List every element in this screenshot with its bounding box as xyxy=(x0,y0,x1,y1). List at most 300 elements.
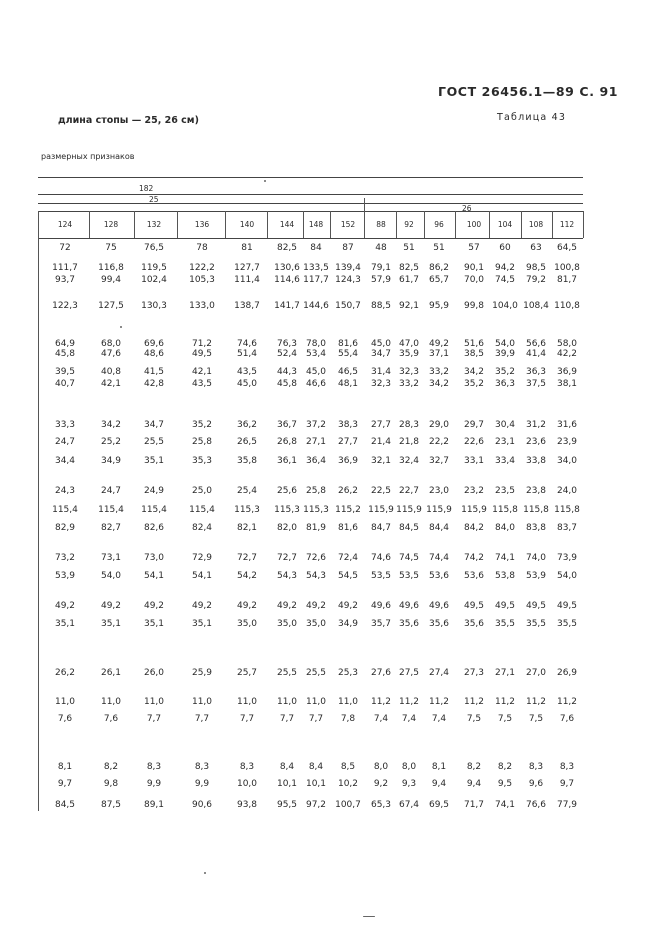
table-cell: 82,5 xyxy=(398,263,420,273)
table-cell: 8,2 xyxy=(497,762,513,772)
table-cell: 25,8 xyxy=(305,486,327,496)
table-cell: 25,8 xyxy=(191,437,213,447)
table-cell: 54,3 xyxy=(305,571,327,581)
table-cell: 54,1 xyxy=(191,571,213,581)
table-cell: 33,1 xyxy=(463,456,485,466)
table-cell: 53,4 xyxy=(305,349,327,359)
table-cell: 8,2 xyxy=(103,762,119,772)
table-cell: 25,9 xyxy=(191,668,213,678)
table-cell: 40,7 xyxy=(54,379,76,389)
table-cell: 32,7 xyxy=(428,456,450,466)
table-cell: 31,2 xyxy=(525,420,547,430)
table-cell: 58,0 xyxy=(556,339,578,349)
table-cell: 11,2 xyxy=(463,697,485,707)
table-cell: 81,9 xyxy=(305,523,327,533)
table-cell: 49,2 xyxy=(276,601,298,611)
table-cell: 54,1 xyxy=(143,571,165,581)
table-cell: 11,0 xyxy=(54,697,76,707)
table-cell: 23,9 xyxy=(556,437,578,447)
table-cell: 51 xyxy=(433,243,445,253)
table-cell: 28,3 xyxy=(398,420,420,430)
table-cell: 44,3 xyxy=(276,367,298,377)
table-subtitle: длина стопы — 25, 26 см) xyxy=(58,115,199,126)
table-cell: 84,2 xyxy=(463,523,485,533)
table-cell: 22,5 xyxy=(370,486,392,496)
table-left-edge xyxy=(38,211,39,811)
table-cell: 52,4 xyxy=(276,349,298,359)
table-cell: 11,2 xyxy=(370,697,392,707)
column-header: 100 xyxy=(466,220,482,229)
table-cell: 23,5 xyxy=(494,486,516,496)
table-cell: 41,5 xyxy=(143,367,165,377)
table-cell: 34,2 xyxy=(463,367,485,377)
table-cell: 42,2 xyxy=(556,349,578,359)
table-cell: 49,5 xyxy=(191,349,213,359)
table-cell: 47,6 xyxy=(100,349,122,359)
rule-columns xyxy=(38,211,583,212)
table-cell: 40,8 xyxy=(100,367,122,377)
table-cell: 53,9 xyxy=(54,571,76,581)
table-cell: 54,0 xyxy=(100,571,122,581)
table-cell: 74,5 xyxy=(494,275,516,285)
table-cell: 74,5 xyxy=(398,553,420,563)
table-cell: 35,8 xyxy=(236,456,258,466)
table-cell: 7,7 xyxy=(146,714,162,724)
table-cell: 33,4 xyxy=(494,456,516,466)
table-cell: 119,5 xyxy=(141,263,167,273)
table-cell: 57,9 xyxy=(370,275,392,285)
table-cell: 8,4 xyxy=(279,762,295,772)
table-cell: 77,9 xyxy=(556,800,578,810)
table-cell: 57 xyxy=(468,243,480,253)
table-cell: 7,4 xyxy=(401,714,417,724)
table-cell: 7,4 xyxy=(373,714,389,724)
table-cell: 53,5 xyxy=(398,571,420,581)
table-cell: 33,3 xyxy=(54,420,76,430)
table-cell: 73,1 xyxy=(100,553,122,563)
table-cell: 72,4 xyxy=(337,553,359,563)
table-cell: 11,0 xyxy=(143,697,165,707)
table-cell: 27,7 xyxy=(370,420,392,430)
table-cell: 76,6 xyxy=(525,800,547,810)
column-header: 96 xyxy=(434,220,444,229)
table-cell: 7,5 xyxy=(528,714,544,724)
table-cell: 87,5 xyxy=(100,800,122,810)
speck xyxy=(264,180,266,182)
table-cell: 27,5 xyxy=(398,668,420,678)
table-cell: 61,7 xyxy=(398,275,420,285)
table-cell: 36,1 xyxy=(276,456,298,466)
column-header: 140 xyxy=(239,220,255,229)
table-cell: 49,6 xyxy=(370,601,392,611)
table-cell: 73,2 xyxy=(54,553,76,563)
table-cell: 42,1 xyxy=(191,367,213,377)
table-cell: 82,9 xyxy=(54,523,76,533)
table-cell: 54,0 xyxy=(556,571,578,581)
table-cell: 49,2 xyxy=(305,601,327,611)
table-cell: 116,8 xyxy=(98,263,124,273)
table-cell: 110,8 xyxy=(554,301,580,311)
table-cell: 133,5 xyxy=(303,263,329,273)
subgroup-label-25: 25 xyxy=(149,195,159,204)
table-cell: 82,1 xyxy=(236,523,258,533)
table-cell: 95,9 xyxy=(428,301,450,311)
table-cell: 115,9 xyxy=(396,505,422,515)
table-cell: 41,4 xyxy=(525,349,547,359)
table-cell: 70,0 xyxy=(463,275,485,285)
table-cell: 82,4 xyxy=(191,523,213,533)
table-cell: 34,4 xyxy=(54,456,76,466)
table-cell: 34,0 xyxy=(556,456,578,466)
table-cell: 25,6 xyxy=(276,486,298,496)
table-cell: 102,4 xyxy=(141,275,167,285)
table-cell: 11,0 xyxy=(100,697,122,707)
header-column-divider xyxy=(364,198,365,238)
table-cell: 130,6 xyxy=(274,263,300,273)
table-cell: 27,1 xyxy=(494,668,516,678)
table-cell: 8,0 xyxy=(373,762,389,772)
table-cell: 49,6 xyxy=(428,601,450,611)
table-cell: 35,6 xyxy=(398,619,420,629)
table-cell: 82,0 xyxy=(276,523,298,533)
table-cell: 94,2 xyxy=(494,263,516,273)
table-cell: 69,5 xyxy=(428,800,450,810)
table-cell: 122,3 xyxy=(52,301,78,311)
table-cell: 93,7 xyxy=(54,275,76,285)
table-cell: 34,2 xyxy=(100,420,122,430)
table-cell: 42,1 xyxy=(100,379,122,389)
table-cell: 63 xyxy=(530,243,542,253)
table-cell: 32,3 xyxy=(398,367,420,377)
table-cell: 7,7 xyxy=(279,714,295,724)
table-cell: 26,8 xyxy=(276,437,298,447)
table-cell: 35,2 xyxy=(191,420,213,430)
table-cell: 141,7 xyxy=(274,301,300,311)
table-cell: 93,8 xyxy=(236,800,258,810)
table-cell: 38,5 xyxy=(463,349,485,359)
subgroup-label-26: 26 xyxy=(462,204,472,213)
table-cell: 76,3 xyxy=(276,339,298,349)
table-cell: 74,1 xyxy=(494,553,516,563)
rule-subgroup xyxy=(38,203,583,204)
table-cell: 115,3 xyxy=(234,505,260,515)
table-cell: 74,1 xyxy=(494,800,516,810)
table-cell: 30,4 xyxy=(494,420,516,430)
table-cell: 35,5 xyxy=(525,619,547,629)
table-cell: 36,7 xyxy=(276,420,298,430)
table-cell: 49,5 xyxy=(525,601,547,611)
table-cell: 11,2 xyxy=(494,697,516,707)
table-cell: 81,7 xyxy=(556,275,578,285)
table-cell: 64,5 xyxy=(556,243,578,253)
table-cell: 9,4 xyxy=(431,779,447,789)
table-cell: 26,2 xyxy=(337,486,359,496)
table-cell: 33,2 xyxy=(398,379,420,389)
table-cell: 79,1 xyxy=(370,263,392,273)
table-cell: 45,0 xyxy=(305,367,327,377)
table-cell: 32,4 xyxy=(398,456,420,466)
table-cell: 84,0 xyxy=(494,523,516,533)
table-cell: 7,6 xyxy=(559,714,575,724)
table-cell: 11,0 xyxy=(337,697,359,707)
table-cell: 36,9 xyxy=(556,367,578,377)
table-cell: 115,9 xyxy=(461,505,487,515)
table-cell: 71,2 xyxy=(191,339,213,349)
table-cell: 23,2 xyxy=(463,486,485,496)
table-cell: 49,2 xyxy=(337,601,359,611)
table-cell: 25,4 xyxy=(236,486,258,496)
table-cell: 48,6 xyxy=(143,349,165,359)
table-cell: 35,3 xyxy=(191,456,213,466)
table-cell: 74,4 xyxy=(428,553,450,563)
table-cell: 37,5 xyxy=(525,379,547,389)
table-cell: 8,0 xyxy=(401,762,417,772)
table-cell: 24,3 xyxy=(54,486,76,496)
table-cell: 36,4 xyxy=(305,456,327,466)
table-cell: 7,8 xyxy=(340,714,356,724)
table-cell: 54,3 xyxy=(276,571,298,581)
table-cell: 81,6 xyxy=(337,523,359,533)
table-cell: 99,4 xyxy=(100,275,122,285)
table-cell: 73,9 xyxy=(556,553,578,563)
table-cell: 104,0 xyxy=(492,301,518,311)
table-cell: 127,7 xyxy=(234,263,260,273)
table-cell: 72 xyxy=(59,243,71,253)
table-cell: 48 xyxy=(375,243,387,253)
table-cell: 10,1 xyxy=(305,779,327,789)
table-cell: 23,0 xyxy=(428,486,450,496)
speck xyxy=(120,326,122,328)
table-cell: 115,2 xyxy=(335,505,361,515)
table-cell: 55,4 xyxy=(337,349,359,359)
table-cell: 127,5 xyxy=(98,301,124,311)
table-cell: 9,6 xyxy=(528,779,544,789)
speck xyxy=(363,916,375,917)
table-cell: 100,7 xyxy=(335,800,361,810)
table-cell: 108,4 xyxy=(523,301,549,311)
header-column-divider xyxy=(177,211,178,238)
table-cell: 22,6 xyxy=(463,437,485,447)
table-cell: 53,5 xyxy=(370,571,392,581)
table-cell: 51,6 xyxy=(463,339,485,349)
table-cell: 9,9 xyxy=(194,779,210,789)
table-cell: 84,7 xyxy=(370,523,392,533)
table-cell: 10,1 xyxy=(276,779,298,789)
table-cell: 73,0 xyxy=(143,553,165,563)
table-cell: 79,2 xyxy=(525,275,547,285)
table-cell: 24,7 xyxy=(54,437,76,447)
table-cell: 42,8 xyxy=(143,379,165,389)
table-cell: 49,5 xyxy=(556,601,578,611)
table-cell: 49,5 xyxy=(463,601,485,611)
table-cell: 29,7 xyxy=(463,420,485,430)
table-cell: 150,7 xyxy=(335,301,361,311)
table-cell: 115,9 xyxy=(368,505,394,515)
table-cell: 11,0 xyxy=(191,697,213,707)
table-cell: 32,3 xyxy=(370,379,392,389)
table-cell: 105,3 xyxy=(189,275,215,285)
table-cell: 9,7 xyxy=(57,779,73,789)
table-cell: 9,3 xyxy=(401,779,417,789)
table-cell: 45,8 xyxy=(54,349,76,359)
table-cell: 117,7 xyxy=(303,275,329,285)
table-cell: 31,6 xyxy=(556,420,578,430)
table-cell: 9,5 xyxy=(497,779,513,789)
table-cell: 115,9 xyxy=(426,505,452,515)
table-cell: 115,8 xyxy=(492,505,518,515)
table-cell: 67,4 xyxy=(398,800,420,810)
table-cell: 65,3 xyxy=(370,800,392,810)
table-cell: 7,7 xyxy=(239,714,255,724)
table-cell: 53,8 xyxy=(494,571,516,581)
table-cell: 35,6 xyxy=(428,619,450,629)
table-cell: 8,2 xyxy=(466,762,482,772)
table-cell: 69,6 xyxy=(143,339,165,349)
table-cell: 35,1 xyxy=(54,619,76,629)
table-cell: 26,0 xyxy=(143,668,165,678)
table-cell: 86,2 xyxy=(428,263,450,273)
table-cell: 9,8 xyxy=(103,779,119,789)
table-cell: 25,3 xyxy=(337,668,359,678)
table-cell: 7,6 xyxy=(103,714,119,724)
column-header: 124 xyxy=(57,220,73,229)
table-cell: 23,6 xyxy=(525,437,547,447)
table-cell: 74,6 xyxy=(370,553,392,563)
table-cell: 22,2 xyxy=(428,437,450,447)
table-cell: 56,6 xyxy=(525,339,547,349)
table-cell: 33,2 xyxy=(428,367,450,377)
table-cell: 115,4 xyxy=(52,505,78,515)
table-cell: 74,2 xyxy=(463,553,485,563)
table-cell: 32,1 xyxy=(370,456,392,466)
table-cell: 82,7 xyxy=(100,523,122,533)
table-cell: 27,6 xyxy=(370,668,392,678)
table-cell: 37,2 xyxy=(305,420,327,430)
table-cell: 51 xyxy=(403,243,415,253)
table-cell: 49,6 xyxy=(398,601,420,611)
table-cell: 53,9 xyxy=(525,571,547,581)
table-cell: 115,8 xyxy=(554,505,580,515)
table-cell: 45,8 xyxy=(276,379,298,389)
table-cell: 35,1 xyxy=(100,619,122,629)
table-cell: 27,1 xyxy=(305,437,327,447)
table-cell: 115,4 xyxy=(189,505,215,515)
table-cell: 98,5 xyxy=(525,263,547,273)
table-cell: 7,5 xyxy=(466,714,482,724)
column-header: 148 xyxy=(308,220,324,229)
speck xyxy=(204,872,206,874)
table-cell: 115,4 xyxy=(141,505,167,515)
table-cell: 60 xyxy=(499,243,511,253)
table-cell: 24,0 xyxy=(556,486,578,496)
table-cell: 84,5 xyxy=(398,523,420,533)
table-cell: 84,4 xyxy=(428,523,450,533)
table-cell: 26,1 xyxy=(100,668,122,678)
table-cell: 53,6 xyxy=(463,571,485,581)
table-cell: 76,5 xyxy=(143,243,165,253)
table-cell: 10,2 xyxy=(337,779,359,789)
table-cell: 24,9 xyxy=(143,486,165,496)
table-cell: 11,2 xyxy=(556,697,578,707)
table-cell: 27,0 xyxy=(525,668,547,678)
table-cell: 11,0 xyxy=(236,697,258,707)
table-cell: 35,2 xyxy=(494,367,516,377)
table-cell: 82,6 xyxy=(143,523,165,533)
table-cell: 9,7 xyxy=(559,779,575,789)
table-cell: 81,6 xyxy=(337,339,359,349)
table-cell: 97,2 xyxy=(305,800,327,810)
table-cell: 87 xyxy=(342,243,354,253)
table-cell: 11,2 xyxy=(525,697,547,707)
table-cell: 8,5 xyxy=(340,762,356,772)
table-cell: 11,2 xyxy=(428,697,450,707)
table-cell: 48,1 xyxy=(337,379,359,389)
table-cell: 124,3 xyxy=(335,275,361,285)
table-cell: 78,0 xyxy=(305,339,327,349)
table-cell: 49,2 xyxy=(100,601,122,611)
table-cell: 115,4 xyxy=(98,505,124,515)
table-cell: 35,0 xyxy=(305,619,327,629)
table-cell: 115,3 xyxy=(274,505,300,515)
table-cell: 115,3 xyxy=(303,505,329,515)
table-cell: 31,4 xyxy=(370,367,392,377)
table-cell: 43,5 xyxy=(191,379,213,389)
table-cell: 84,5 xyxy=(54,800,76,810)
column-header: 132 xyxy=(146,220,162,229)
table-cell: 115,8 xyxy=(523,505,549,515)
table-cell: 8,3 xyxy=(559,762,575,772)
table-cell: 90,6 xyxy=(191,800,213,810)
table-cell: 11,0 xyxy=(305,697,327,707)
table-cell: 111,4 xyxy=(234,275,260,285)
table-cell: 35,0 xyxy=(236,619,258,629)
table-cell: 26,9 xyxy=(556,668,578,678)
table-cell: 74,0 xyxy=(525,553,547,563)
table-cell: 49,2 xyxy=(143,601,165,611)
table-cell: 68,0 xyxy=(100,339,122,349)
table-cell: 27,7 xyxy=(337,437,359,447)
table-cell: 74,6 xyxy=(236,339,258,349)
column-header: 108 xyxy=(528,220,544,229)
table-cell: 34,9 xyxy=(337,619,359,629)
table-cell: 54,2 xyxy=(236,571,258,581)
table-cell: 72,9 xyxy=(191,553,213,563)
column-header: 128 xyxy=(103,220,119,229)
table-cell: 8,1 xyxy=(431,762,447,772)
table-cell: 35,5 xyxy=(494,619,516,629)
table-cell: 9,4 xyxy=(466,779,482,789)
table-cell: 29,0 xyxy=(428,420,450,430)
table-cell: 35,5 xyxy=(556,619,578,629)
table-cell: 35,1 xyxy=(143,619,165,629)
table-cell: 8,3 xyxy=(239,762,255,772)
table-cell: 65,7 xyxy=(428,275,450,285)
table-cell: 25,7 xyxy=(236,668,258,678)
table-cell: 7,7 xyxy=(194,714,210,724)
table-cell: 34,7 xyxy=(143,420,165,430)
table-cell: 54,5 xyxy=(337,571,359,581)
column-header: 144 xyxy=(279,220,295,229)
column-group-note: размерных признаков xyxy=(41,152,135,161)
table-cell: 34,7 xyxy=(370,349,392,359)
table-cell: 49,2 xyxy=(236,601,258,611)
table-cell: 45,0 xyxy=(370,339,392,349)
table-cell: 49,5 xyxy=(494,601,516,611)
table-cell: 71,7 xyxy=(463,800,485,810)
table-cell: 144,6 xyxy=(303,301,329,311)
table-cell: 138,7 xyxy=(234,301,260,311)
table-cell: 36,3 xyxy=(494,379,516,389)
